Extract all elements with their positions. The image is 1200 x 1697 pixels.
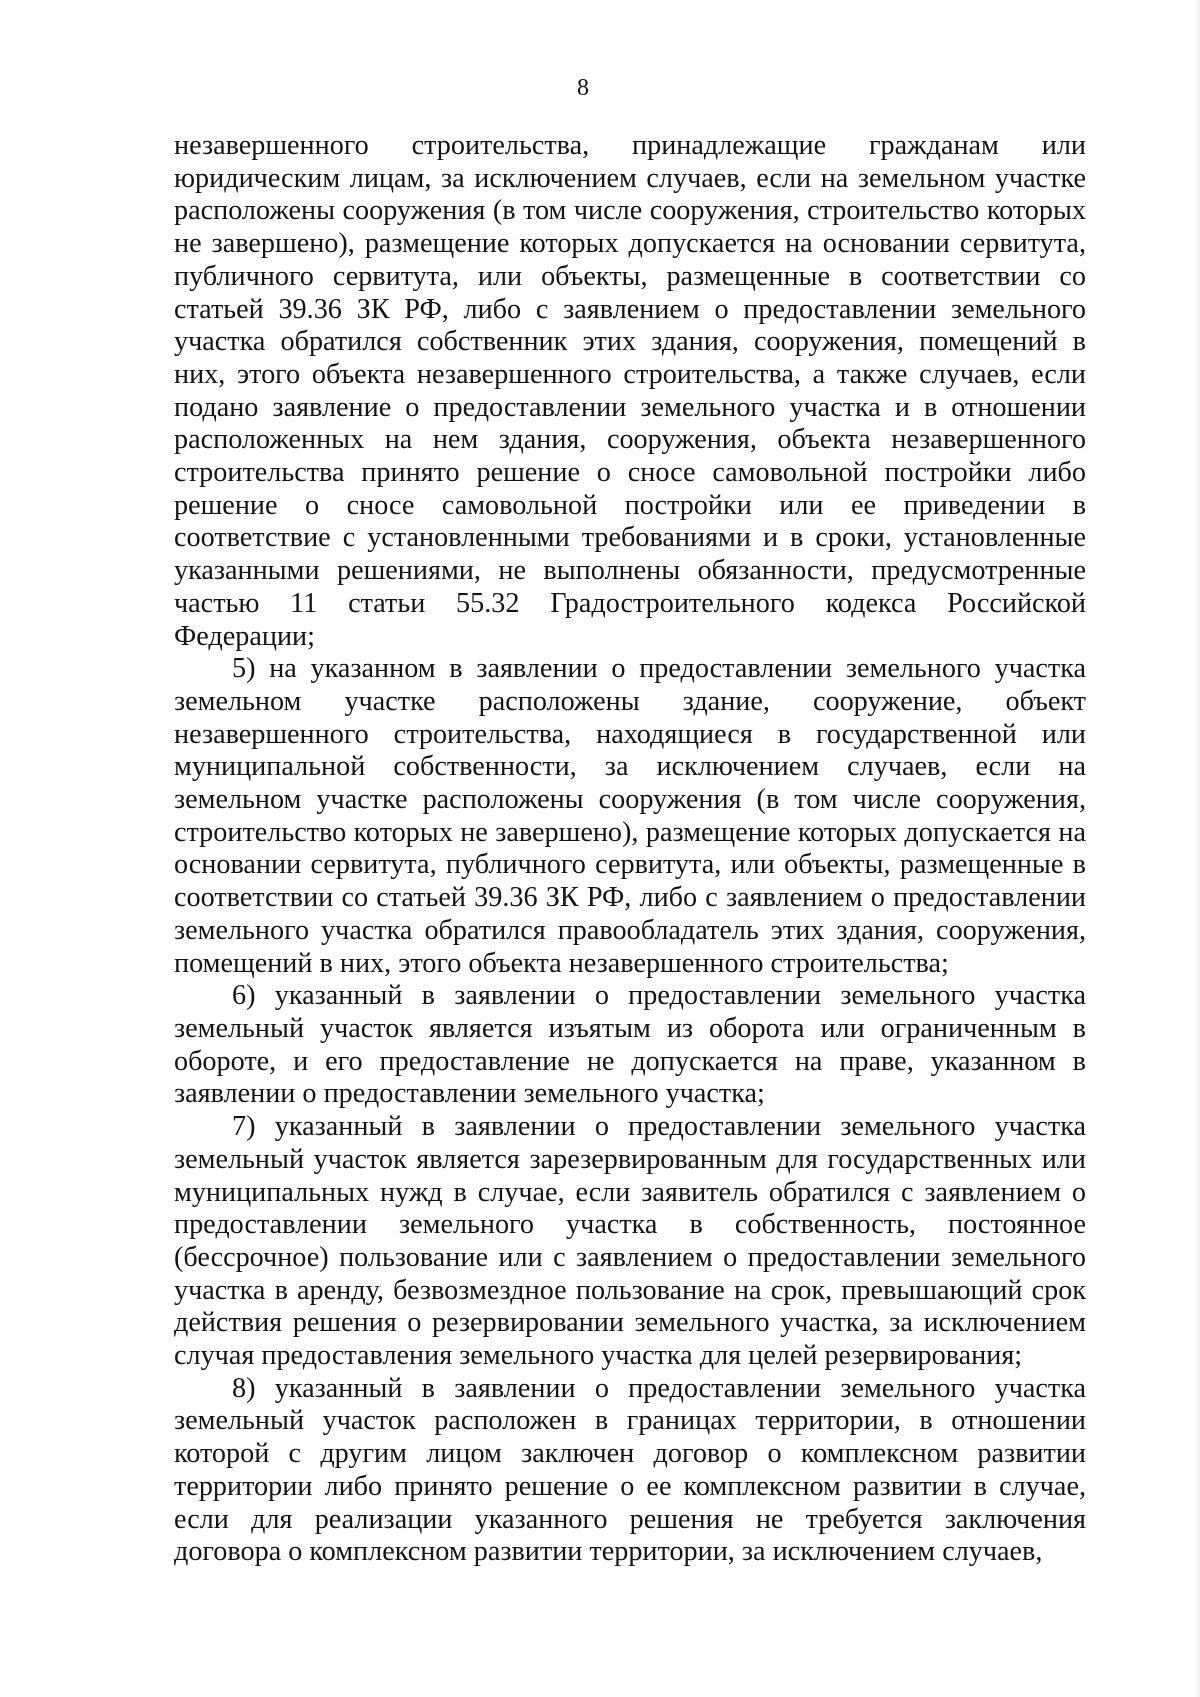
paragraph-item-7: 7) указанный в заявлении о предоставлении земельного участка земельный участок является зарезервированным для государственных или муниципальных нужд в случае, если заявитель обратился с заявлением о предоставлении земельного участка в собственность, постоянное (бессрочное) пользование или с заявлением о предоставлении земельного участка в аренду, безвозмездное пользование на срок, превышающий срок действия решения о резервировании земельного участка, за исключением случая предоставления земельного участка для целей резервирования; (174, 1111, 1086, 1372)
paragraph-item-6: 6) указанный в заявлении о предоставлении земельного участка земельный участок является изъятым из оборота или ограниченным в обороте, и его предоставление не допускается на праве, указанном в заявлении о предоставлении земельного участка; (174, 980, 1086, 1110)
page-number: 8 (577, 75, 589, 101)
paragraph-item-5: 5) на указанном в заявлении о предоставлении земельного участка земельном участке расположены здание, сооружение, объект незавершенного строительства, находящиеся в государственной или муниципальной собственности, за исключением случаев, если на земельном участке расположены сооружения (в том числе сооружения, строительство которых не завершено), размещение которых допускается на основании сервитута, публичного сервитута, или объекты, размещенные в соответствии со статьей 39.36 ЗК РФ, либо с заявлением о предоставлении земельного участка обратился правообладатель этих здания, сооружения, помещений в них, этого объекта незавершенного строительства; (174, 653, 1086, 979)
paragraph-item-8: 8) указанный в заявлении о предоставлении земельного участка земельный участок расположен в границах территории, в отношении которой с другим лицом заключен договор о комплексном развитии территории либо принято решение о ее комплексном развитии в случае, если для реализации указанного решения не требуется заключения договора о комплексном развитии территории, за исключением случаев, (174, 1372, 1086, 1568)
document-body (174, 130, 1086, 1569)
paragraph-continuation: незавершенного строительства, принадлежащие гражданам или юридическим лицам, за исключением случаев, если на земельном участке расположены сооружения (в том числе сооружения, строительство которых не завершено), размещение которых допускается на основании сервитута, публичного сервитута, или объекты, размещенные в соответствии со статьей 39.36 ЗК РФ, либо с заявлением о предоставлении земельного участка обратился собственник этих здания, сооружения, помещений в них, этого объекта незавершенного строительства, а также случаев, если подано заявление о предоставлении земельного участка и в отношении расположенных на нем здания, сооружения, объекта незавершенного строительства принято решение о сносе самовольной постройки либо решение о сносе самовольной постройки или ее приведении в соответствие с установленными требованиями и в сроки, установленные указанными решениями, не выполнены обязанности, предусмотренные частью 11 статьи 55.32 Градостроительного кодекса Российской Федерации; (174, 130, 1086, 652)
scan-edge-shadow (1194, 0, 1200, 1697)
